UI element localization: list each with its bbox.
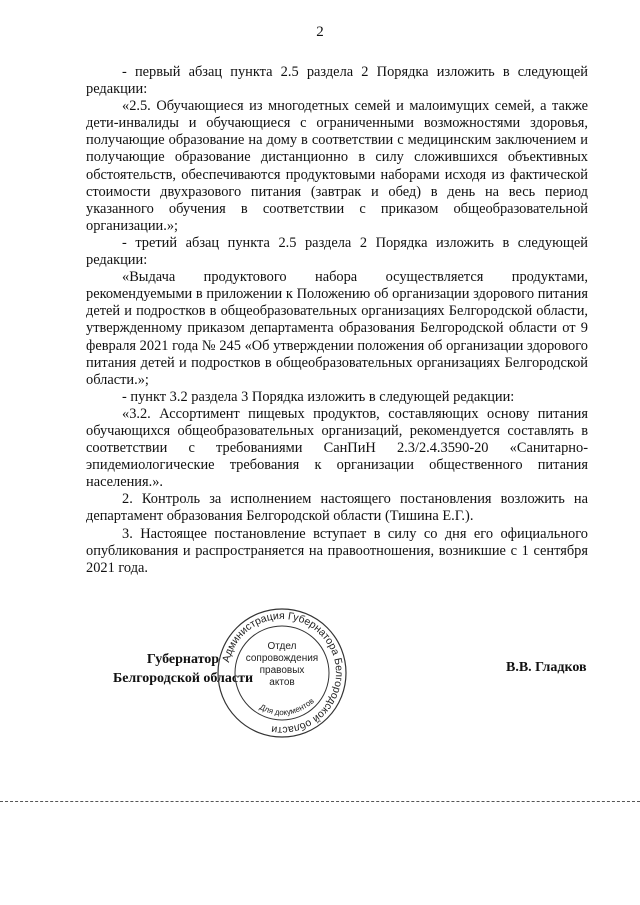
paragraph-amend-2-5-first: - первый абзац пункта 2.5 раздела 2 Порядка изложить в следующей редакции: [86, 64, 588, 98]
paragraph-control: 2. Контроль за исполнением настоящего постановления возложить на департамент образования Белгородской области (Тишина Е.Г.). [86, 491, 588, 525]
paragraph-quote-2-5: «2.5. Обучающиеся из многодетных семей и малоимущих семей, а также дети-инвалиды и обучающиеся с ограниченными возможностями здоровья, получающие образование на дому в соответствии с медицинским заключением и получающие образование дистанционно в силу сложившихся объективных обстоятельств, обеспечиваются продуктовыми наборами исходя из фактической стоимости двухразового питания (завтрак и обед) в день на весь период указанного обучения в соответствии с приказом общеобразовательной организации.»; [86, 98, 588, 234]
paragraph-amend-3-2: - пункт 3.2 раздела 3 Порядка изложить в следующей редакции: [122, 388, 515, 405]
stamp-inner-line2: сопровождения [245, 653, 319, 664]
footer-divider [0, 801, 640, 802]
document-body [86, 64, 588, 577]
stamp-inner-line4: актов [269, 677, 295, 688]
stamp-bottom-text: Для документов [258, 696, 316, 718]
stamp-inner-line1: Отдел [267, 641, 297, 652]
signatory-name: В.В. Гладков [506, 660, 587, 675]
paragraph-amend-2-5-third: - третий абзац пункта 2.5 раздела 2 Порядка изложить в следующей редакции: [86, 234, 588, 269]
official-stamp [216, 607, 348, 739]
signature-title-line1: Губернатор [146, 652, 220, 667]
paragraph-effective-date: 3. Настоящее постановление вступает в силу со дня его официального опубликования и распространяется на правоотношения, возникшие с 1 сентября 2021 года. [86, 525, 588, 576]
stamp-inner-text [232, 641, 332, 689]
page-number: 2 [316, 24, 324, 40]
signature-title-line2: Белгородской области [112, 671, 254, 686]
stamp-inner-line3: правовых [259, 665, 305, 676]
paragraph-quote-food-set: «Выдача продуктового набора осуществляется продуктами, рекомендуемыми в приложении к Положению об организации здорового питания детей и подростков в общеобразовательных организациях Белгородской области, утвержденному приказом департамента образования Белгородской области от 9 февраля 2021 года № 245 «Об утверждении положения об организации здорового питания детей и подростков в общеобразовательных организациях Белгородской области.»; [86, 269, 588, 388]
stamp-outer-text: Администрация Губернатора Белгородской области [220, 609, 346, 737]
paragraph-quote-3-2: «3.2. Ассортимент пищевых продуктов, составляющих основу питания обучающихся общеобразовательных организаций, рекомендуется составлять в соответствии с требованиями СанПиН 2.3/2.4.3590-20 «Санитарно-эпидемиологические требования к организации общественного питания населения.». [86, 405, 588, 491]
